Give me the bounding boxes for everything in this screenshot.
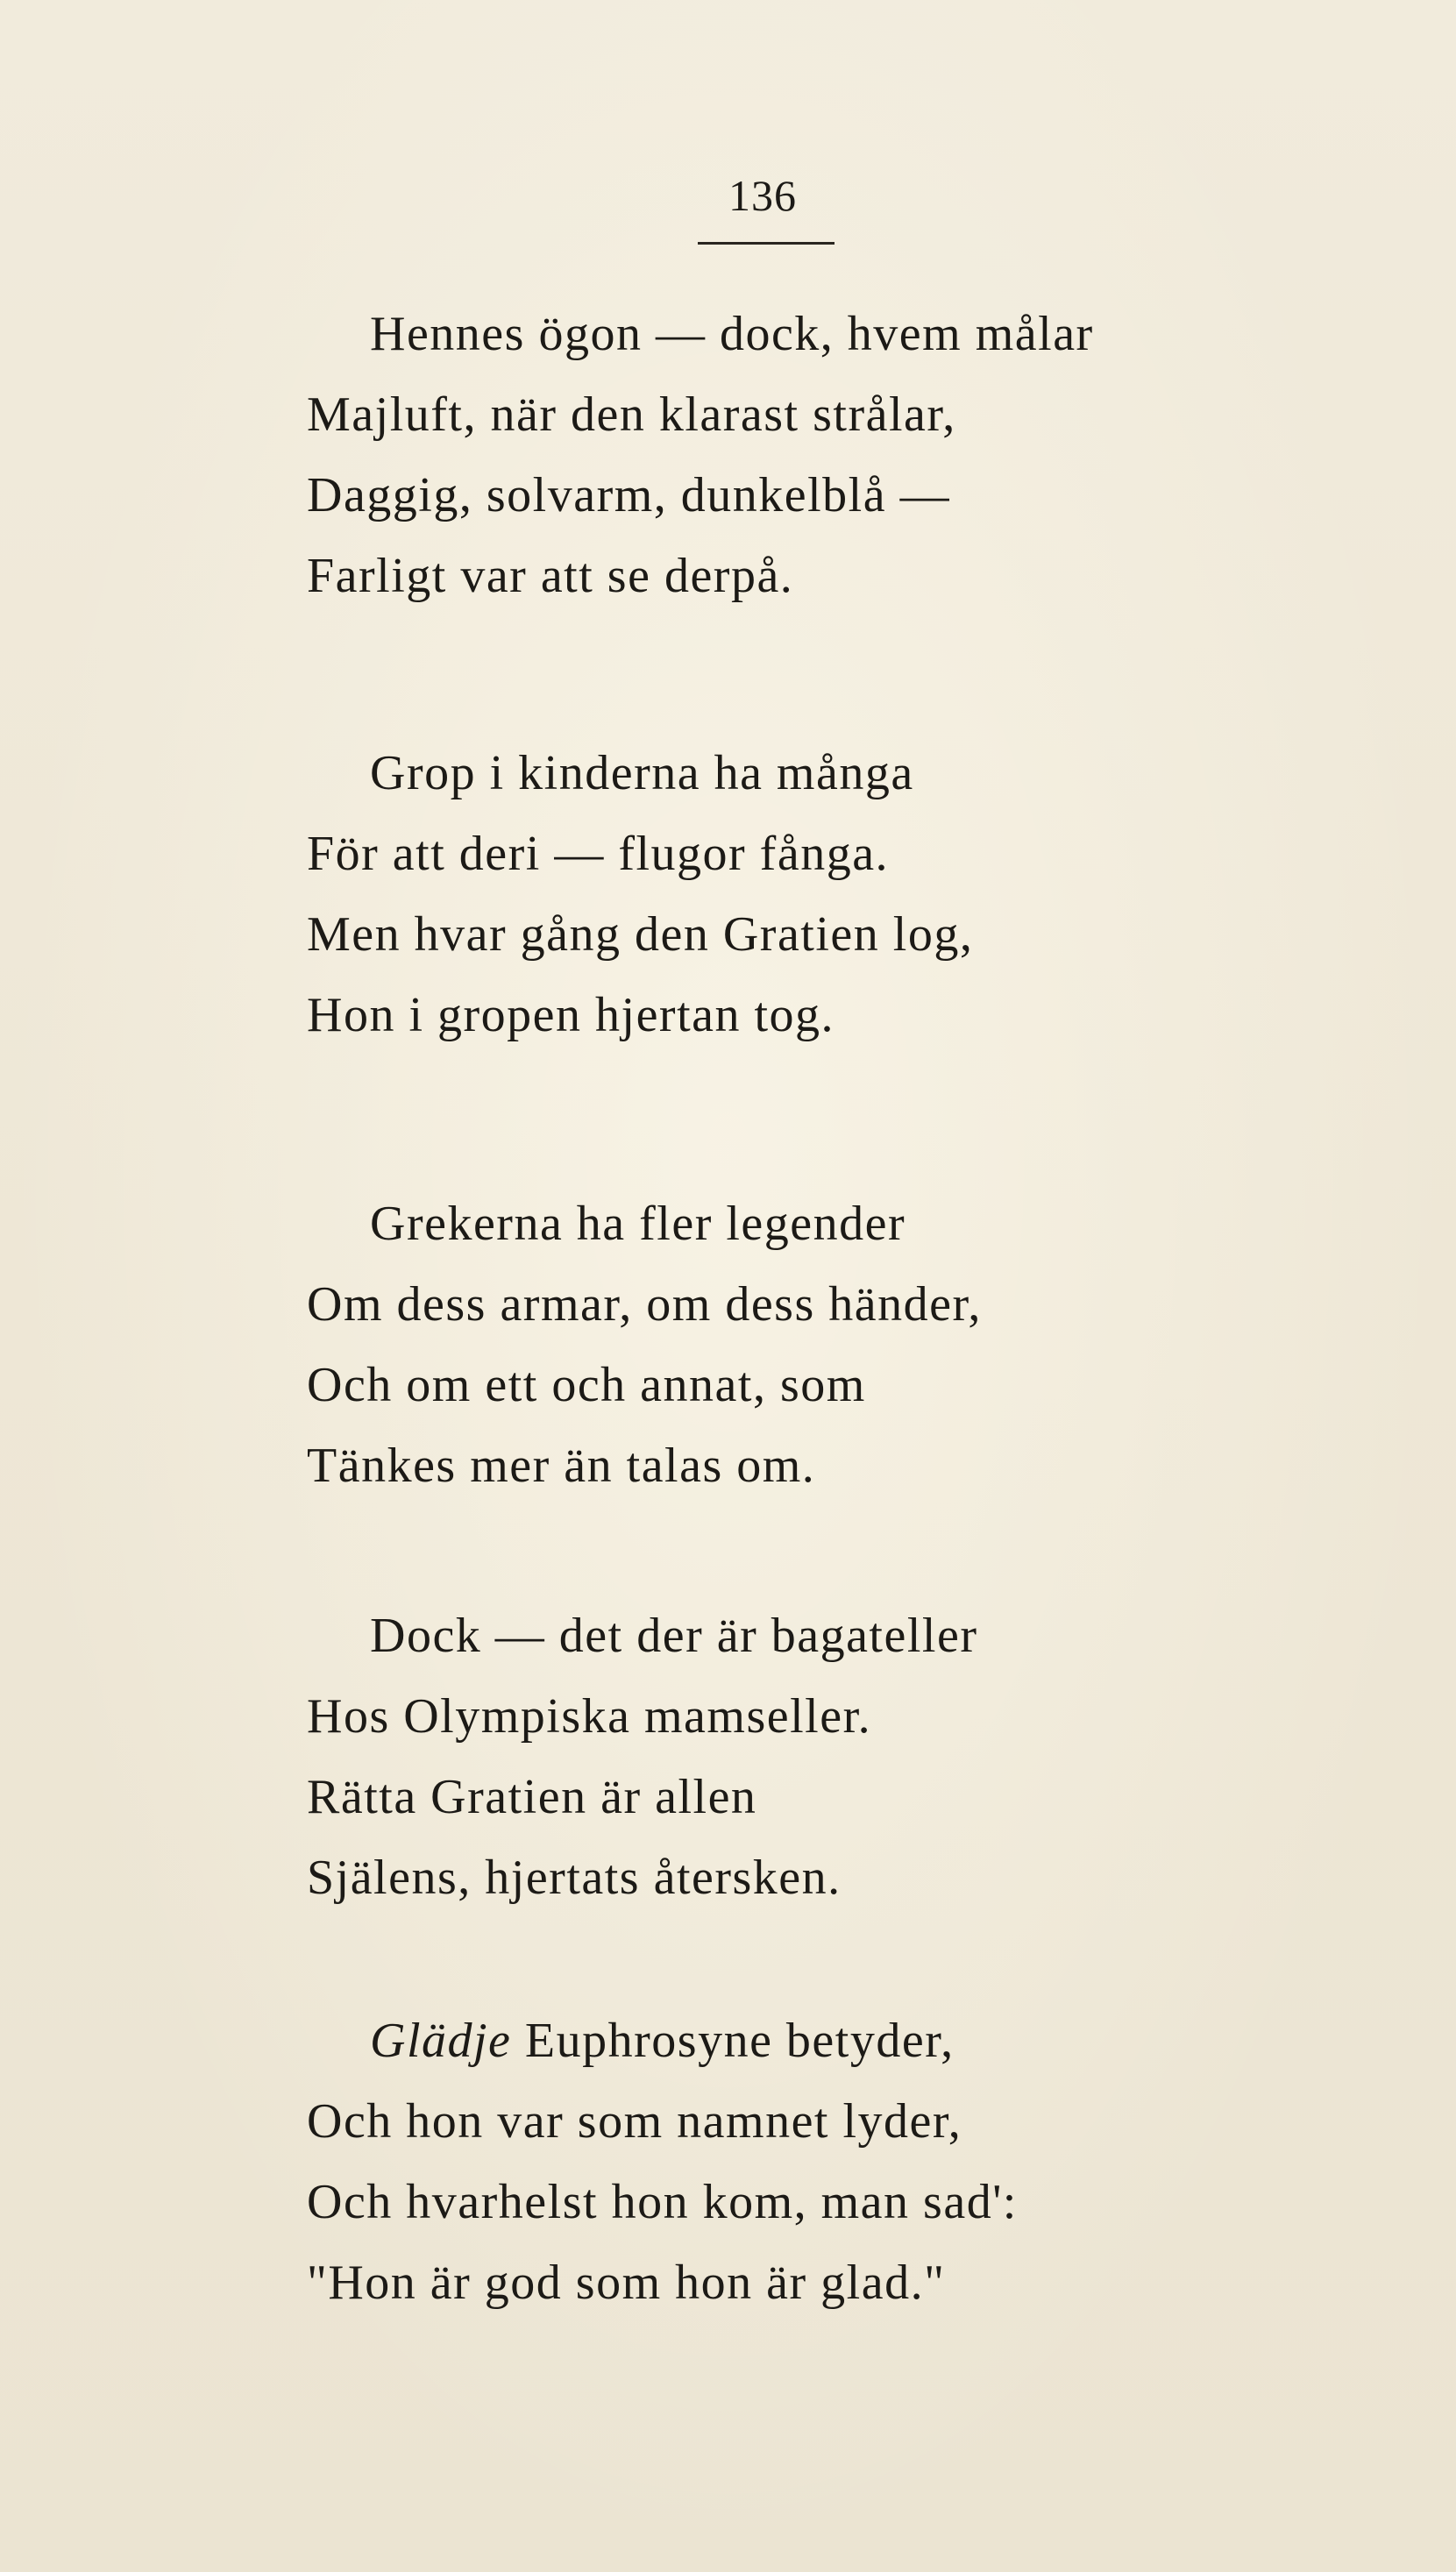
stanza-1: [307, 294, 1289, 616]
poem-line-rest: Euphrosyne betyder,: [511, 2014, 955, 2068]
italic-word: Glädje: [370, 2014, 512, 2068]
poem-line: "Hon är god som hon är glad.": [307, 2256, 946, 2310]
poem-line: Daggig, solvarm, dunkelblå —: [307, 468, 951, 522]
poem-line: Farligt var att se derpå.: [307, 549, 794, 603]
poem-line: Och hon var som namnet lyder,: [307, 2094, 962, 2149]
poem-line: Själens, hjertats återsken.: [307, 1851, 842, 1905]
poem-line: Hon i gropen hjertan tog.: [307, 988, 835, 1042]
poem-line: Hennes ögon — dock, hvem målar: [370, 307, 1094, 361]
poem-line: Om dess armar, om dess händer,: [307, 1277, 982, 1332]
stanza-3: [307, 1183, 1289, 1506]
page-number: 136: [728, 171, 797, 220]
poem-line: Majluft, när den klarast strålar,: [307, 387, 956, 442]
stanza-4: [307, 1595, 1289, 1918]
poem-line: Och om ett och annat, som: [307, 1358, 866, 1412]
poem-line: Hos Olympiska mamseller.: [307, 1689, 872, 1744]
poem-line: Tänkes mer än talas om.: [307, 1439, 816, 1493]
poem-line: Grop i kinderna ha många: [370, 746, 914, 800]
poem-line: [307, 2000, 1289, 2081]
poem-line: Grekerna ha fler legender: [370, 1197, 906, 1251]
stanza-2: [307, 733, 1289, 1055]
poem-line: För att deri — flugor fånga.: [307, 827, 890, 881]
stanza-5: [307, 2000, 1289, 2323]
poem-line: Rätta Gratien är allen: [307, 1770, 757, 1824]
page-number-rule: [698, 242, 835, 245]
poem-line: Dock — det der är bagateller: [370, 1609, 978, 1663]
poem-line: Och hvarhelst hon kom, man sad':: [307, 2175, 1018, 2229]
poem-line: Men hvar gång den Gratien log,: [307, 907, 974, 962]
